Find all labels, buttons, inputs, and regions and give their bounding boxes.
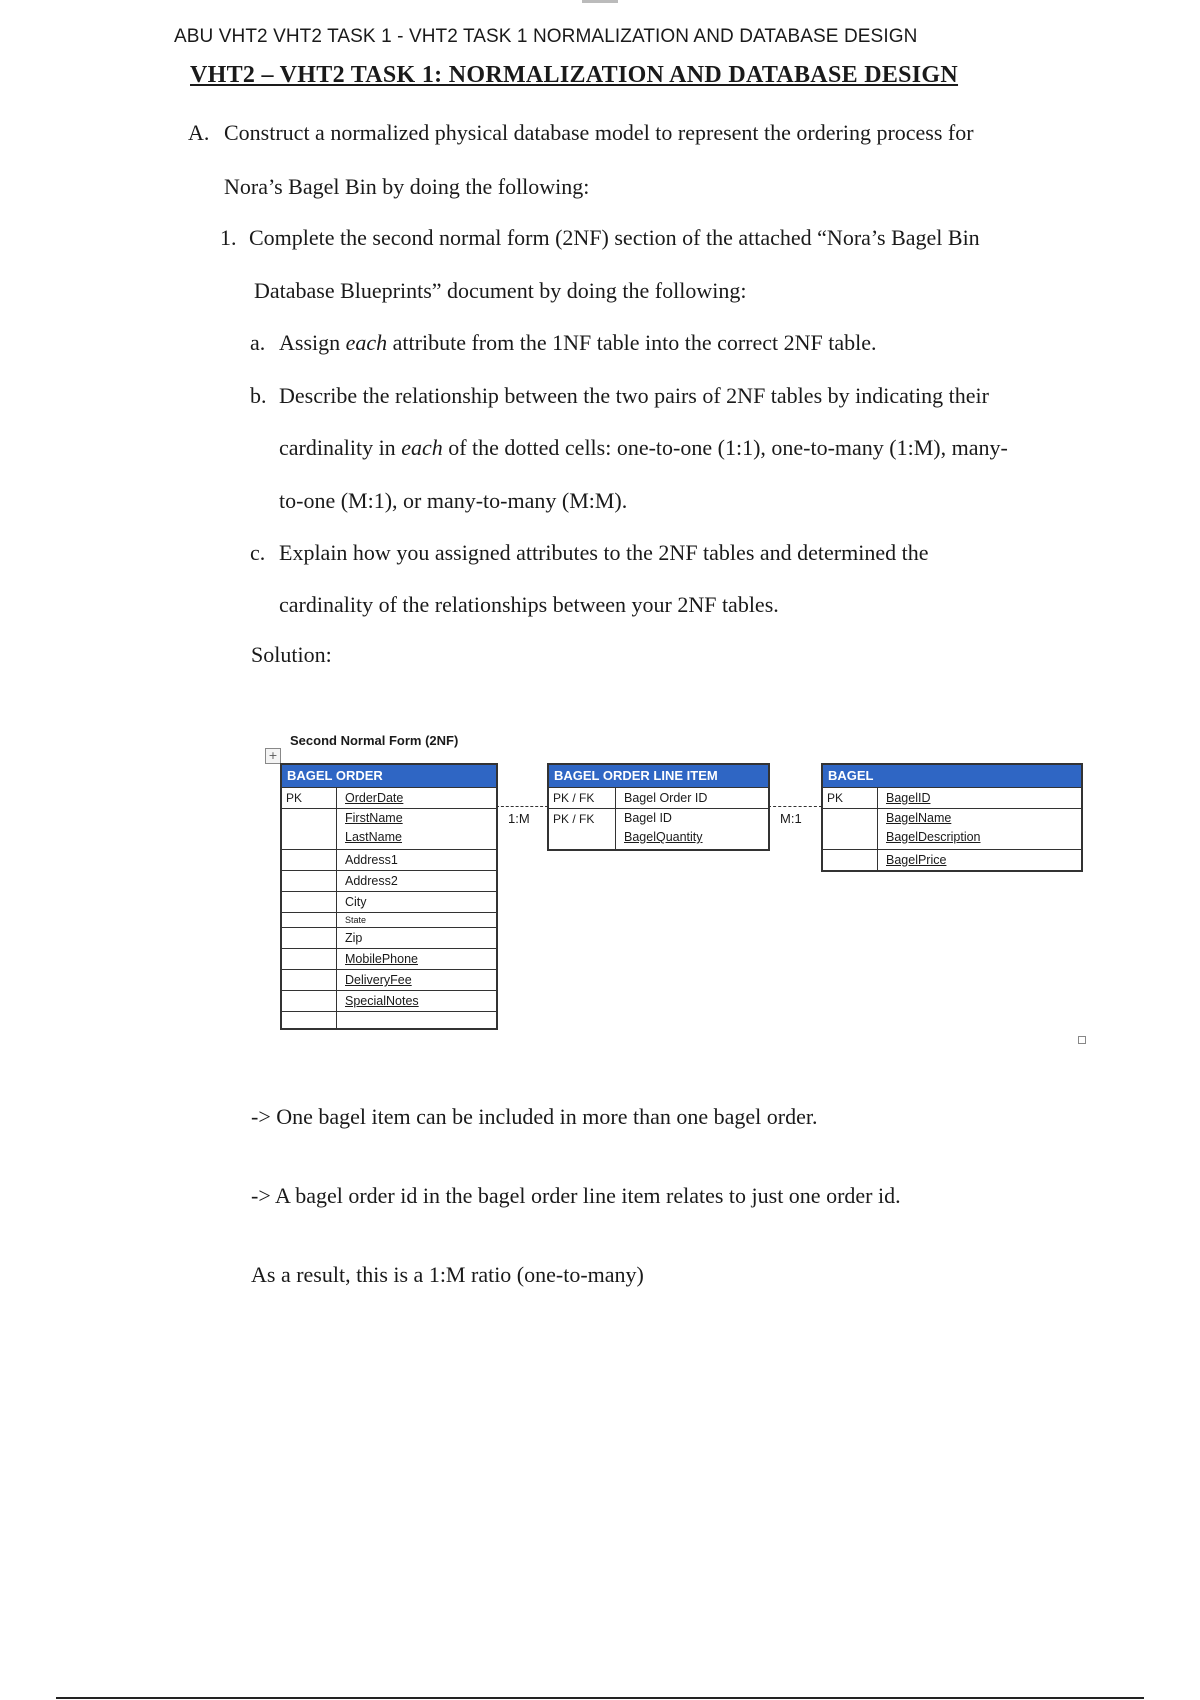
bagel-order-attr: Address1: [345, 853, 398, 867]
cardinality-2[interactable]: M:1: [780, 811, 802, 826]
line-item-attr-1: Bagel Order ID: [624, 791, 708, 805]
bagel-attr: BagelID: [886, 791, 931, 805]
note-bullet-2: -> A bagel order id in the bagel order line item relates to just one order id.: [251, 1183, 901, 1208]
bagel-order-line-item-table: [547, 763, 770, 851]
cardinality-1[interactable]: 1:M: [508, 811, 530, 826]
note-result: As a result, this is a 1:M ratio (one-to-many): [251, 1262, 644, 1287]
section-a-label: A.: [188, 120, 210, 145]
empty-key-cell: [823, 850, 878, 870]
item-1-label: 1.: [220, 225, 237, 250]
document-header: ABU VHT2 VHT2 TASK 1 - VHT2 TASK 1 NORMALIZATION AND DATABASE DESIGN: [174, 26, 918, 47]
table-resize-handle[interactable]: [1078, 1036, 1086, 1044]
bagel-order-pk-label: PK: [282, 788, 337, 808]
item-1-line-2: Database Blueprints” document by doing the following:: [254, 278, 747, 303]
bagel-order-table: [280, 763, 498, 1030]
bagel-attr: BagelDescription: [886, 830, 981, 844]
line-item-table-header: BAGEL ORDER LINE ITEM: [549, 765, 768, 788]
empty-key-cell: [282, 991, 337, 1011]
empty-key-cell: [282, 928, 337, 948]
line-item-key-1: PK / FK: [549, 788, 616, 808]
note-bullet-1: -> One bagel item can be included in more than one bagel order.: [251, 1104, 818, 1129]
item-c-line-2: cardinality of the relationships between your 2NF tables.: [279, 592, 779, 617]
item-b-line-3: to-one (M:1), or many-to-many (M:M).: [279, 488, 628, 513]
bagel-order-attr: OrderDate: [345, 791, 404, 805]
item-a-text: Assign each attribute from the 1NF table into the correct 2NF table.: [279, 330, 877, 355]
item-c-line-1: Explain how you assigned attributes to the 2NF tables and determined the: [279, 540, 929, 565]
section-a-line-1: Construct a normalized physical database model to represent the ordering process for: [224, 120, 974, 145]
bagel-order-attr-pair: [337, 809, 496, 849]
bagel-attr: BagelPrice: [886, 853, 947, 867]
page-bottom-rule: [56, 1697, 1144, 1699]
empty-key-cell: [282, 850, 337, 870]
line-item-attr-pair: [616, 809, 768, 849]
item-b-line-1: Describe the relationship between the two pairs of 2NF tables by indicating their: [279, 383, 989, 408]
item-b-line-2: cardinality in each of the dotted cells: one-to-one (1:1), one-to-many (1:M), many-: [279, 435, 1008, 460]
move-handle-icon[interactable]: +: [265, 748, 281, 764]
empty-key-cell: [282, 1012, 337, 1028]
item-c-label: c.: [250, 540, 266, 565]
bagel-attr-pair: [878, 809, 1081, 849]
section-a-line-2: Nora’s Bagel Bin by doing the following:: [224, 174, 590, 199]
bagel-order-attr: City: [345, 895, 367, 909]
page-top-mark: [582, 0, 618, 3]
bagel-table: [821, 763, 1083, 872]
bagel-attr: BagelName: [886, 811, 952, 825]
bagel-order-attr: MobilePhone: [345, 952, 418, 966]
bagel-table-header: BAGEL: [823, 765, 1081, 788]
item-a-label: a.: [250, 330, 266, 355]
empty-key-cell: [282, 949, 337, 969]
bagel-order-attr: Zip: [345, 931, 363, 945]
empty-key-cell: [282, 871, 337, 891]
page-title: VHT2 – VHT2 TASK 1: NORMALIZATION AND DATABASE DESIGN: [190, 62, 959, 88]
bagel-order-attr: LastName: [345, 830, 402, 844]
bagel-order-attr: Address2: [345, 874, 398, 888]
bagel-order-attr: SpecialNotes: [345, 994, 419, 1008]
empty-key-cell: [282, 970, 337, 990]
empty-key-cell: [282, 892, 337, 912]
empty-key-cell: [282, 809, 337, 849]
item-b-label: b.: [250, 383, 267, 408]
line-item-key-2: PK / FK: [549, 809, 616, 849]
empty-key-cell: [823, 809, 878, 849]
bagel-pk-label: PK: [823, 788, 878, 808]
bagel-order-attr: State: [345, 915, 367, 925]
line-item-attr-2: Bagel ID: [624, 811, 672, 825]
bagel-order-attr: FirstName: [345, 811, 403, 825]
item-1-line-1: Complete the second normal form (2NF) section of the attached “Nora’s Bagel Bin: [249, 225, 980, 250]
empty-key-cell: [282, 913, 337, 927]
empty-attr-cell: [337, 1012, 496, 1028]
solution-label: Solution:: [251, 642, 332, 667]
bagel-order-attr: DeliveryFee: [345, 973, 412, 987]
diagram-title: Second Normal Form (2NF): [290, 733, 459, 748]
line-item-attr-3: BagelQuantity: [624, 830, 703, 844]
bagel-order-table-header: BAGEL ORDER: [282, 765, 496, 788]
